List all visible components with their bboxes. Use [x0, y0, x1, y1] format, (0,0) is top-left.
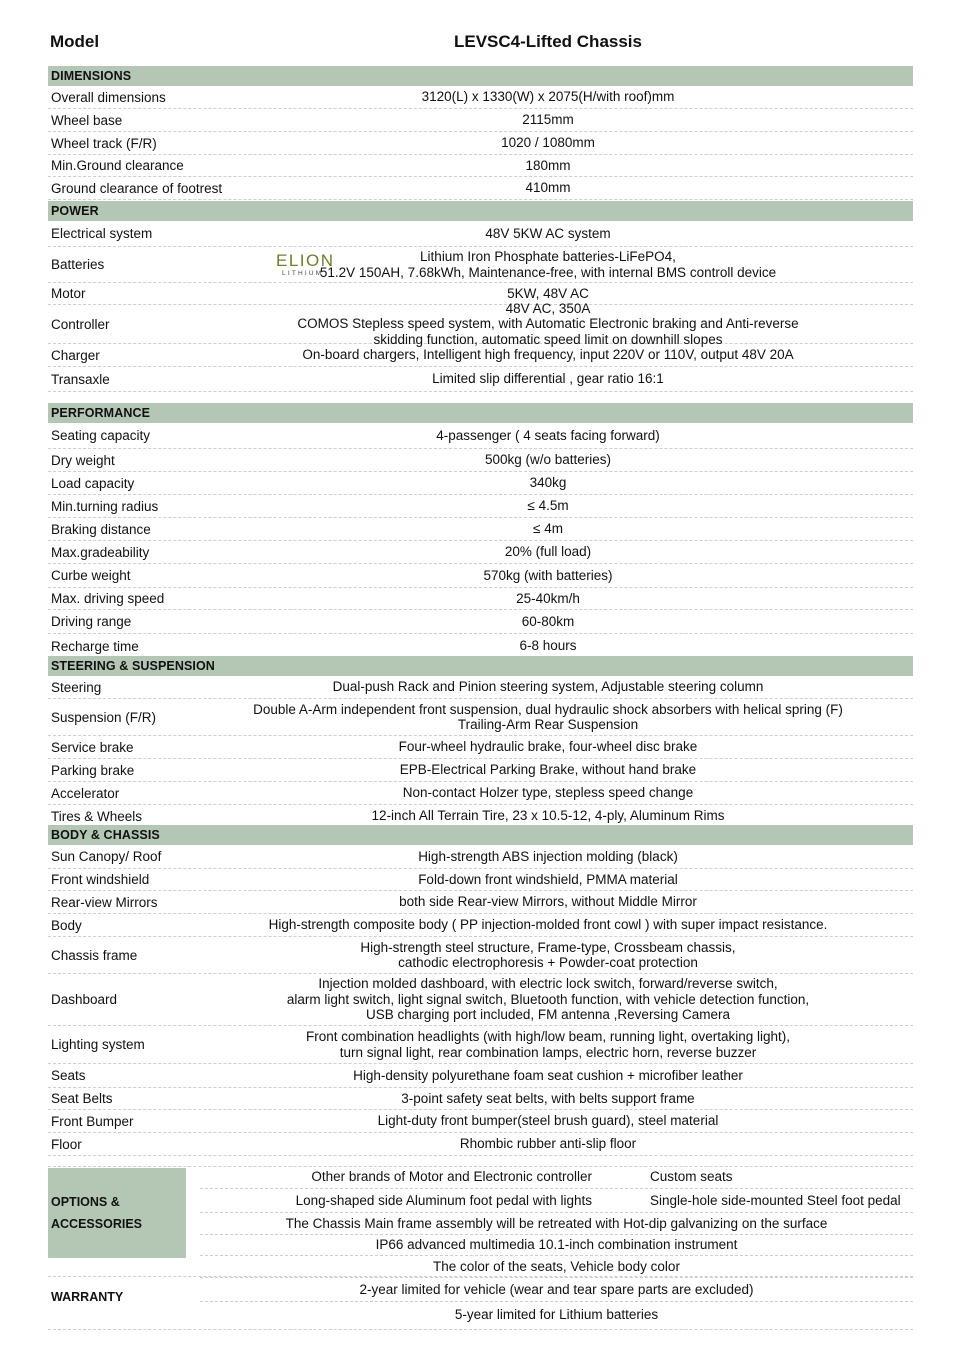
- spec-row: [48, 472, 913, 495]
- spec-label: Min.Ground clearance: [51, 158, 184, 173]
- section-body-chassis: [48, 825, 913, 1156]
- spec-value: [238, 132, 858, 154]
- spec-label: Seat Belts: [51, 1091, 113, 1106]
- model-row: [48, 30, 913, 54]
- svg-text:LITHIUM: LITHIUM: [282, 270, 324, 277]
- spec-value-line: High-strength ABS injection molding (black): [418, 848, 678, 864]
- elion-logo: [276, 251, 342, 277]
- spec-value: [238, 676, 858, 698]
- spec-value: [238, 937, 858, 973]
- warranty-list: [200, 1278, 913, 1328]
- option-item: Other brands of Motor and Electronic controller: [311, 1169, 592, 1184]
- spec-row: [48, 699, 913, 736]
- spec-value-line: cathodic electrophoresis + Powder-coat protection: [398, 955, 698, 970]
- spec-value-line: Dual-push Rack and Pinion steering system, Adjustable steering column: [332, 679, 764, 695]
- spec-value-line: EPB-Electrical Parking Brake, without hand brake: [399, 762, 697, 778]
- spec-label: Seats: [51, 1068, 86, 1083]
- spec-label: Tires & Wheels: [51, 808, 143, 824]
- spec-label: Body: [51, 917, 82, 933]
- spec-value: [238, 155, 858, 176]
- spec-value-line: High-strength steel structure, Frame-type, Crossbeam chassis,: [360, 939, 736, 955]
- spec-row: [48, 914, 913, 937]
- spec-value-line: 500kg (w/o batteries): [484, 452, 612, 468]
- spec-value: [238, 588, 858, 609]
- spec-value: [238, 449, 858, 471]
- spec-value-line: skidding function, automatic speed limit on downhill slopes: [373, 331, 723, 347]
- spec-value: [238, 495, 858, 517]
- spec-value: [238, 1110, 858, 1132]
- spec-value-line: Rhombic rubber anti-slip floor: [459, 1136, 637, 1152]
- spec-label: Seating capacity: [51, 428, 151, 443]
- spec-row: [48, 782, 913, 805]
- section-header: POWER: [48, 201, 913, 221]
- option-row: [200, 1213, 913, 1235]
- spec-label: Load capacity: [51, 475, 135, 491]
- spec-value-line: 3-point safety seat belts, with belts support frame: [401, 1090, 695, 1106]
- spec-value-line: both side Rear-view Mirrors, without Middle Mirror: [399, 894, 697, 910]
- spec-value-line: 1020 / 1080mm: [501, 135, 595, 151]
- spec-value-line: 51.2V 150AH, 7.68kWh, Maintenance-free, with internal BMS controll device: [319, 264, 777, 280]
- spec-value: [238, 367, 858, 391]
- spec-value-line: Fold-down front windshield, PMMA material: [418, 871, 678, 887]
- spec-row: [48, 937, 913, 974]
- spec-row: [48, 610, 913, 634]
- spec-row: [48, 845, 913, 869]
- spec-label: Rear-view Mirrors: [51, 894, 158, 910]
- section-header: DIMENSIONS: [48, 66, 913, 86]
- spec-value: [238, 472, 858, 494]
- spec-row: [48, 588, 913, 610]
- model-name: LEVSC4-Lifted Chassis: [454, 32, 642, 51]
- option-row: [200, 1166, 913, 1189]
- spec-row: [48, 869, 913, 891]
- spec-row: [48, 495, 913, 518]
- spec-value: [238, 221, 858, 246]
- spec-row: [48, 155, 913, 177]
- spec-value-line: Non-contact Holzer type, stepless speed change: [402, 785, 694, 801]
- spec-value-line: ≤ 4m: [533, 521, 563, 537]
- model-label: Model: [50, 32, 100, 51]
- spec-value: [238, 782, 858, 804]
- option-item: Long-shaped side Aluminum foot pedal with lights: [295, 1193, 592, 1208]
- spec-value-line: Four-wheel hydraulic brake, four-wheel disc brake: [398, 739, 698, 755]
- spec-label: Front Bumper: [51, 1113, 134, 1129]
- section-dimensions: [48, 66, 913, 200]
- spec-row: [48, 1133, 913, 1156]
- spec-value: [238, 177, 858, 199]
- spec-label: Driving range: [51, 614, 132, 629]
- spec-value-line: 2115mm: [522, 112, 574, 128]
- spec-value-line: turn signal light, rear combination lamps, electric horn, reverse buzzer: [339, 1044, 757, 1060]
- spec-value: [238, 1133, 858, 1155]
- spec-label: Dry weight: [51, 452, 115, 468]
- spec-label: Overall dimensions: [51, 89, 166, 105]
- option-item: Single-hole side-mounted Steel foot pedal: [650, 1193, 901, 1208]
- spec-label: Sun Canopy/ Roof: [51, 849, 162, 864]
- spec-value-line: 180mm: [525, 157, 571, 173]
- spec-value-line: Lithium Iron Phosphate batteries-LiFePO4,: [420, 249, 676, 264]
- option-item: The color of the seats, Vehicle body color: [433, 1259, 680, 1274]
- spec-row: [48, 891, 913, 914]
- spec-value: [238, 109, 858, 131]
- spec-row: [48, 367, 913, 392]
- section-header: STEERING & SUSPENSION: [48, 656, 913, 676]
- section-power: [48, 201, 913, 392]
- spec-row: [48, 177, 913, 200]
- spec-row: [48, 423, 913, 449]
- spec-value: [238, 300, 858, 347]
- spec-value: [238, 869, 858, 890]
- spec-row: [48, 736, 913, 759]
- spec-value-line: ≤ 4.5m: [527, 498, 569, 514]
- spec-label: Dashboard: [51, 992, 118, 1007]
- warranty-item: 2-year limited for vehicle (wear and tear spare parts are excluded): [359, 1282, 754, 1297]
- spec-value-line: On-board chargers, Intelligent high frequency, input 220V or 110V, output 48V 20A: [302, 347, 794, 363]
- spec-label: Motor: [51, 286, 86, 301]
- spec-value-line: 570kg (with batteries): [483, 567, 613, 583]
- spec-value: [238, 699, 858, 735]
- spec-label: Ground clearance of footrest: [51, 180, 223, 196]
- spec-row: [48, 564, 913, 588]
- spec-value: [238, 914, 858, 936]
- spec-value: [238, 974, 858, 1025]
- spec-label: Controller: [51, 316, 110, 332]
- spec-row: [48, 974, 913, 1026]
- section-steering-suspension: [48, 656, 913, 828]
- spec-value: [238, 634, 858, 658]
- spec-value-line: Injection molded dashboard, with electric lock switch, forward/reverse switch,: [318, 976, 778, 992]
- spec-row: [48, 247, 913, 283]
- option-item: Custom seats: [650, 1169, 733, 1184]
- spec-label: Batteries: [51, 257, 105, 272]
- spec-value: [238, 423, 858, 448]
- spec-label: Braking distance: [51, 521, 151, 537]
- spec-label: Floor: [51, 1136, 82, 1152]
- spec-value-line: COMOS Stepless speed system, with Automatic Electronic braking and Anti-reverse: [297, 316, 799, 332]
- spec-value: [238, 805, 858, 827]
- spec-value: [238, 86, 858, 108]
- section-header: PERFORMANCE: [48, 403, 913, 423]
- spec-value-line: 25-40km/h: [516, 590, 580, 606]
- spec-label: Max.gradeability: [51, 544, 150, 560]
- spec-value: [238, 759, 858, 781]
- options-list: [200, 1166, 913, 1278]
- spec-value: [238, 1026, 858, 1063]
- spec-value-line: 5KW, 48V AC: [507, 285, 589, 301]
- spec-row: [48, 283, 913, 305]
- spec-label: Front windshield: [51, 872, 150, 887]
- spec-row: [48, 1026, 913, 1064]
- spec-value-line: 3120(L) x 1330(W) x 2075(H/with roof)mm: [421, 89, 675, 105]
- option-row: [200, 1235, 913, 1256]
- spec-value: [238, 344, 858, 366]
- spec-row: [48, 759, 913, 782]
- spec-value-line: 410mm: [525, 180, 571, 196]
- spec-label: Accelerator: [51, 785, 120, 801]
- section-performance: [48, 403, 913, 659]
- spec-value-line: High-density polyurethane foam seat cushion + microfiber leather: [353, 1067, 743, 1083]
- spec-value-line: 340kg: [529, 475, 567, 491]
- spec-label: Max. driving speed: [51, 591, 165, 606]
- spec-label: Parking brake: [51, 762, 135, 778]
- spec-label: Wheel base: [51, 112, 123, 128]
- option-item: IP66 advanced multimedia 10.1-inch combination instrument: [375, 1237, 738, 1252]
- spec-value: [238, 1088, 858, 1109]
- spec-row: [48, 344, 913, 367]
- spec-row: [48, 86, 913, 109]
- spec-value-line: alarm light switch, light signal switch, Bluetooth function, with vehicle detection function,: [286, 991, 810, 1007]
- spec-label: Charger: [51, 347, 100, 363]
- spec-row: [48, 1088, 913, 1110]
- spec-value: [238, 564, 858, 587]
- spec-label: Steering: [51, 679, 102, 695]
- spec-row: [48, 221, 913, 247]
- spec-row: [48, 109, 913, 132]
- warranty-label: WARRANTY: [51, 1290, 124, 1304]
- spec-row: [48, 449, 913, 472]
- spec-label: Recharge time: [51, 638, 139, 654]
- option-row: [200, 1256, 913, 1278]
- spec-label: Transaxle: [51, 371, 110, 387]
- spec-value: [238, 610, 858, 633]
- spec-value: [238, 736, 858, 758]
- spec-value-line: 48V 5KW AC system: [485, 225, 611, 241]
- spec-value-line: Double A-Arm independent front suspension, dual hydraulic shock absorbers with helical spring (F): [253, 701, 843, 717]
- spec-label: Min.turning radius: [51, 498, 159, 514]
- spec-row: [48, 1064, 913, 1088]
- spec-label: Suspension (F/R): [51, 709, 157, 725]
- options-label: [48, 1168, 186, 1258]
- spec-value: [238, 845, 858, 868]
- svg-text:ELION: ELION: [276, 251, 335, 270]
- spec-label: Lighting system: [51, 1037, 145, 1052]
- spec-row: [48, 676, 913, 699]
- spec-value: [238, 891, 858, 913]
- spec-label: Service brake: [51, 739, 134, 755]
- spec-row: [48, 541, 913, 564]
- spec-value: [238, 1064, 858, 1087]
- section-header: BODY & CHASSIS: [48, 825, 913, 845]
- spec-row: [48, 132, 913, 155]
- spec-value: [238, 541, 858, 563]
- warranty-item: 5-year limited for Lithium batteries: [454, 1307, 659, 1322]
- spec-value-line: 20% (full load): [504, 544, 592, 560]
- spec-value-line: High-strength composite body ( PP injection-molded front cowl ) with super impact resistance.: [268, 917, 828, 933]
- spec-value-line: 60-80km: [521, 613, 575, 629]
- spec-label: Chassis frame: [51, 947, 138, 963]
- spec-value-line: 12-inch All Terrain Tire, 23 x 10.5-12, 4-ply, Aluminum Rims: [371, 808, 725, 824]
- option-item: The Chassis Main frame assembly will be retreated with Hot-dip galvanizing on the surface: [285, 1216, 828, 1231]
- spec-row: [48, 518, 913, 541]
- spec-value-line: Light-duty front bumper(steel brush guard), steel material: [377, 1113, 719, 1129]
- spec-value-line: USB charging port included, FM antenna ,Reversing Camera: [366, 1007, 730, 1023]
- options-label-line2: ACCESSORIES: [51, 1217, 142, 1231]
- warranty-row: [200, 1302, 913, 1328]
- spec-value: [238, 518, 858, 540]
- spec-value-line: 4-passenger ( 4 seats facing forward): [436, 427, 660, 443]
- spec-row: [48, 300, 913, 347]
- spec-value-line: Front combination headlights (with high/low beam, running light, overtaking light),: [305, 1029, 790, 1044]
- spec-row: [48, 1110, 913, 1133]
- spec-label: Electrical system: [51, 226, 153, 241]
- spec-label: Curbe weight: [51, 568, 131, 583]
- spec-value-line: 6-8 hours: [519, 638, 577, 654]
- spec-value-line: Limited slip differential , gear ratio 16:1: [432, 371, 664, 387]
- spec-value-line: Trailing-Arm Rear Suspension: [457, 717, 639, 732]
- spec-label: Wheel track (F/R): [51, 135, 157, 151]
- option-row: [200, 1189, 913, 1213]
- warranty-row: [200, 1278, 913, 1302]
- options-label-line1: OPTIONS &: [51, 1195, 120, 1209]
- spec-value-line: 48V AC, 350A: [505, 300, 591, 316]
